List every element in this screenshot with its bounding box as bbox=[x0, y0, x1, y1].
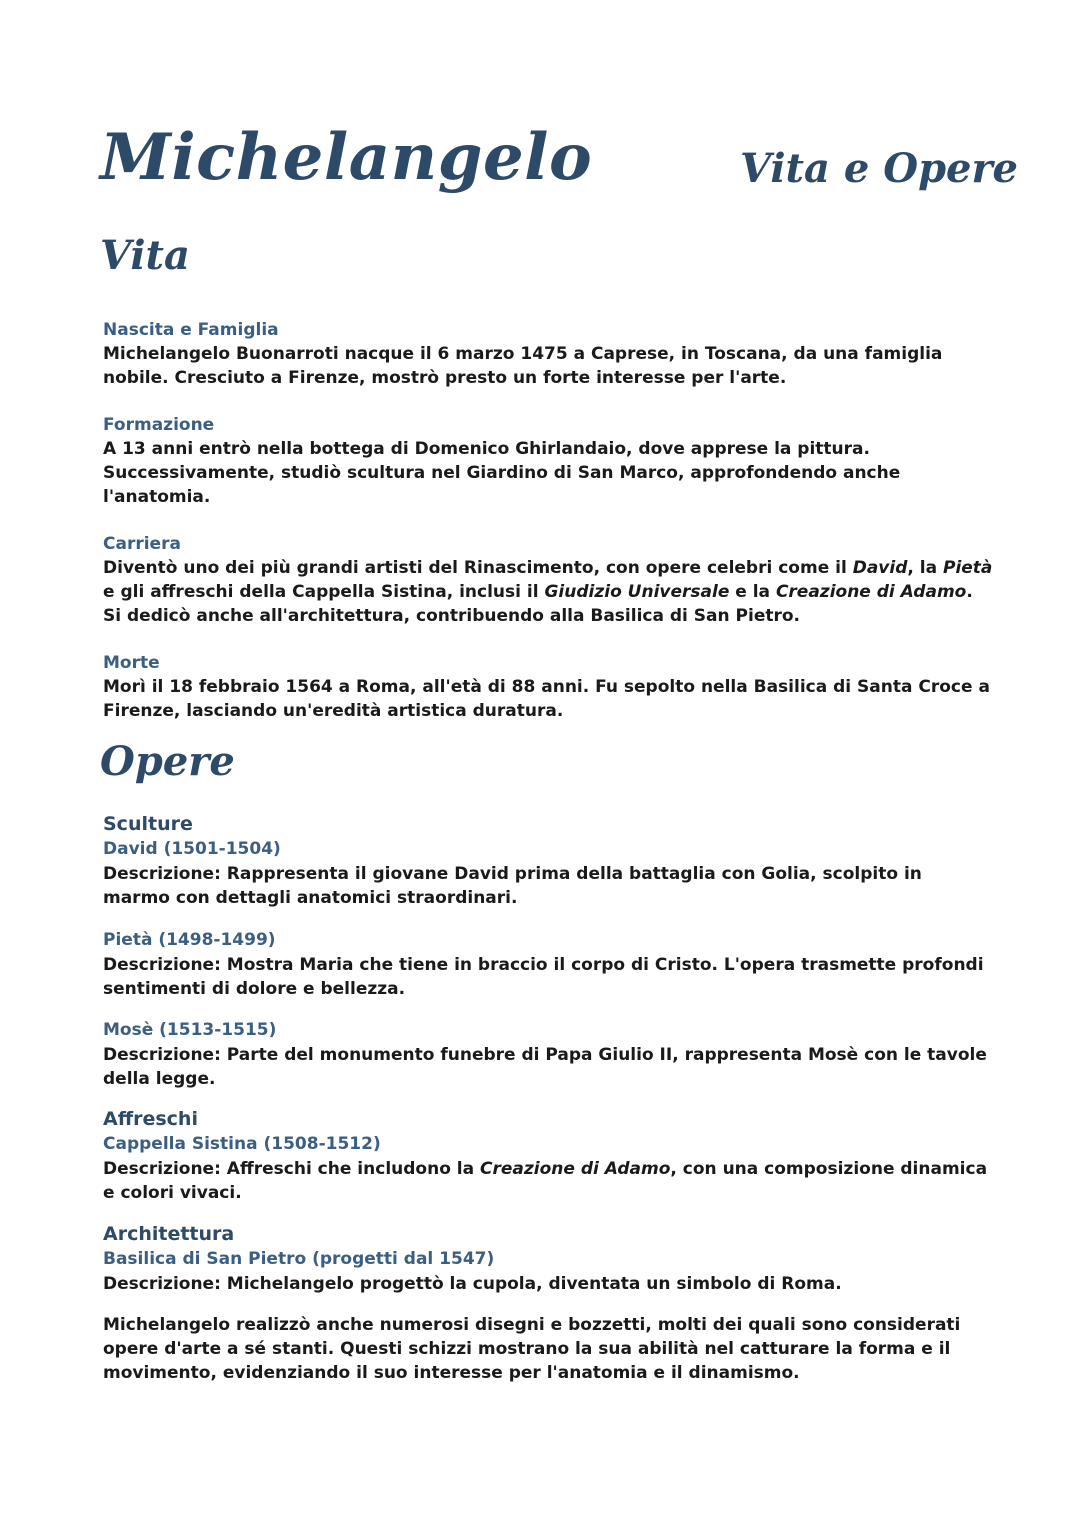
opere-sculture bbox=[103, 812, 993, 910]
paragraph-nascita: Michelangelo Buonarroti nacque il 6 marzo 1475 a Caprese, in Toscana, da una famiglia nobile. Cresciuto a Firenze, mostrò presto un forte interesse per l'arte. bbox=[103, 344, 943, 388]
closing-block bbox=[103, 1313, 993, 1385]
vita-morte bbox=[103, 651, 993, 723]
subheading-nascita: Nascita e Famiglia bbox=[103, 320, 279, 340]
category-affreschi: Affreschi bbox=[103, 1108, 198, 1130]
description-mose: Descrizione: Parte del monumento funebre di Papa Giulio II, rappresenta Mosè con le tavole della legge. bbox=[103, 1045, 987, 1089]
work-cappella-sistina: Cappella Sistina (1508-1512) bbox=[103, 1134, 381, 1154]
vita-carriera bbox=[103, 532, 993, 628]
description-cappella-sistina bbox=[103, 1157, 993, 1205]
text-span: , la bbox=[907, 558, 943, 578]
paragraph-morte: Morì il 18 febbraio 1564 a Roma, all'età di 88 anni. Fu sepolto nella Basilica di Santa Croce a Firenze, lasciando un'eredità artistica duratura. bbox=[103, 677, 990, 721]
work-title-creazione: Creazione di Adamo bbox=[775, 582, 967, 602]
text-span: Diventò uno dei più grandi artisti del Rinascimento, con opere celebri come il bbox=[103, 558, 853, 578]
opere-affreschi bbox=[103, 1107, 993, 1205]
description-david: Descrizione: Rappresenta il giovane David prima della battaglia con Golia, scolpito in marmo con dettagli anatomici straordinari. bbox=[103, 864, 922, 908]
section-title-vita: Vita bbox=[100, 232, 190, 279]
opere-mose bbox=[103, 1018, 993, 1091]
text-span: e gli affreschi della Cappella Sistina, inclusi il bbox=[103, 582, 545, 602]
work-title-giudizio: Giudizio Universale bbox=[544, 582, 730, 602]
text-span: Descrizione: Affreschi che includono la bbox=[103, 1159, 481, 1179]
description-basilica: Descrizione: Michelangelo progettò la cupola, diventata un simbolo di Roma. bbox=[103, 1274, 842, 1294]
document-subtitle: Vita e Opere bbox=[740, 145, 1019, 192]
work-mose: Mosè (1513-1515) bbox=[103, 1020, 277, 1040]
work-title-pieta: Pietà bbox=[942, 558, 993, 578]
work-david: David (1501-1504) bbox=[103, 839, 281, 859]
work-title-david: David bbox=[852, 558, 908, 578]
vita-formazione bbox=[103, 413, 993, 509]
work-pieta: Pietà (1498-1499) bbox=[103, 930, 276, 950]
closing-paragraph: Michelangelo realizzò anche numerosi disegni e bozzetti, molti dei quali sono considerati opere d'arte a sé stanti. Questi schizzi mostrano la sua abilità nel catturare la forma e il movimento, evidenziando il suo interesse per l'anatomia e il dinamismo. bbox=[103, 1315, 961, 1383]
subheading-formazione: Formazione bbox=[103, 415, 215, 435]
opere-architettura bbox=[103, 1222, 993, 1296]
text-span: , con una composizione dinamica e colori vivaci. bbox=[103, 1159, 988, 1203]
text-span: . Si dedicò anche all'architettura, contribuendo alla Basilica di San Pietro. bbox=[103, 582, 973, 626]
opere-pieta bbox=[103, 928, 993, 1001]
category-architettura: Architettura bbox=[103, 1223, 235, 1245]
section-title-opere: Opere bbox=[100, 738, 235, 785]
vita-nascita bbox=[103, 318, 993, 390]
work-basilica: Basilica di San Pietro (progetti dal 1547) bbox=[103, 1249, 495, 1269]
work-title-creazione: Creazione di Adamo bbox=[480, 1159, 671, 1179]
subheading-morte: Morte bbox=[103, 653, 160, 673]
paragraph-carriera bbox=[103, 556, 993, 628]
document-title: Michelangelo bbox=[100, 120, 593, 195]
paragraph-formazione: A 13 anni entrò nella bottega di Domenico Ghirlandaio, dove apprese la pittura. Successivamente, studiò scultura nel Giardino di San Marco, approfondendo anche l'anatomia. bbox=[103, 439, 901, 507]
subheading-carriera: Carriera bbox=[103, 534, 181, 554]
text-span: e la bbox=[729, 582, 776, 602]
category-sculture: Sculture bbox=[103, 813, 193, 835]
description-pieta: Descrizione: Mostra Maria che tiene in braccio il corpo di Cristo. L'opera trasmette profondi sentimenti di dolore e bellezza. bbox=[103, 955, 984, 999]
